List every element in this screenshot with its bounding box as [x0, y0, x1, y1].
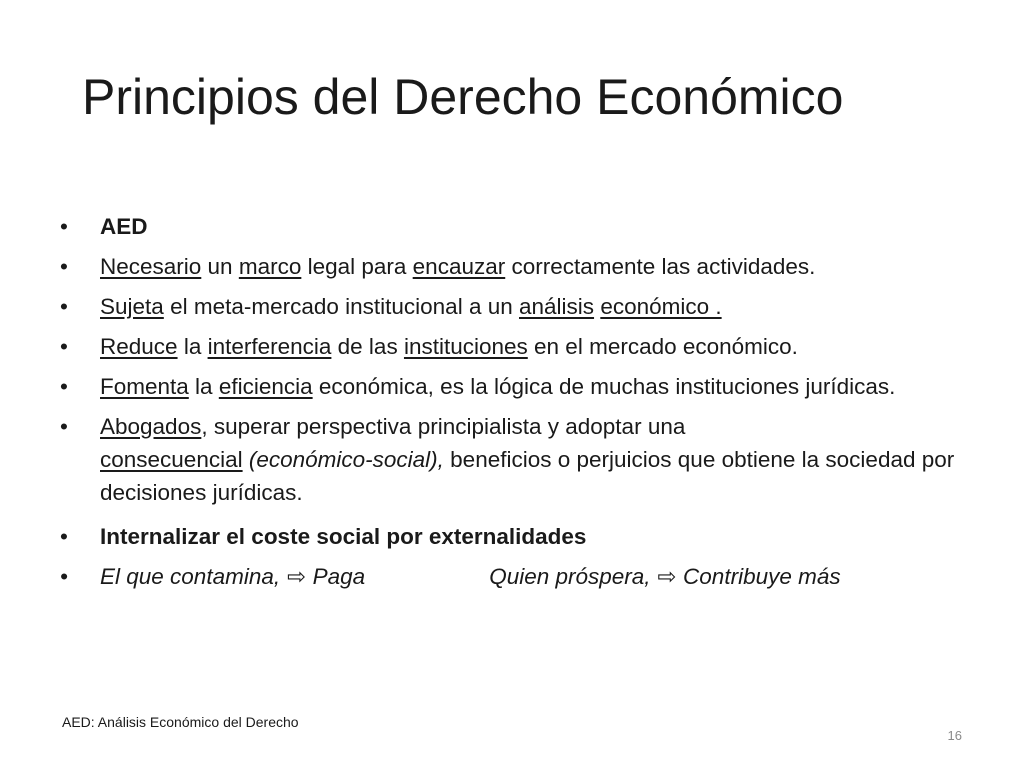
underlined-term: interferencia	[207, 334, 332, 359]
slide-title: Principios del Derecho Económico	[82, 69, 844, 125]
bullet-text: Internalizar el coste social por externalidades	[100, 524, 587, 549]
bullet-text: Paga	[306, 564, 366, 589]
bullet-text: la	[177, 334, 208, 359]
bullet-text: el meta-mercado institucional a un	[163, 294, 519, 319]
bullet-text: económica, es la lógica de muchas instituciones jurídicas.	[312, 374, 896, 399]
bullet-second-column	[489, 560, 840, 593]
bullet-text: un	[201, 254, 239, 279]
underlined-term: Abogados	[100, 414, 202, 439]
bullet-item-necesario	[60, 250, 970, 283]
bullet-item-reduce	[60, 330, 970, 363]
underlined-term: marco	[238, 254, 302, 279]
bullet-icon: •	[60, 254, 68, 279]
bullet-icon: •	[60, 524, 68, 549]
bullet-item-sujeta	[60, 290, 970, 323]
underlined-term: económico .	[600, 294, 722, 319]
bullet-list	[60, 210, 970, 600]
bullet-icon: •	[60, 374, 68, 399]
right-arrow-icon: ⇨	[286, 564, 306, 589]
bullet-text: la	[188, 374, 219, 399]
bullet-text: correctamente las actividades.	[505, 254, 816, 279]
page-number: 16	[947, 728, 962, 743]
bullet-item-fomenta	[60, 370, 970, 403]
underlined-term: Reduce	[100, 334, 178, 359]
bullet-icon: •	[60, 294, 68, 319]
italic-term: (económico-social),	[248, 447, 444, 472]
bullet-item-aed	[60, 210, 970, 243]
bullet-icon: •	[60, 564, 68, 589]
underlined-term: análisis	[519, 294, 595, 319]
bullet-icon: •	[60, 214, 68, 239]
bullet-item-internalizar	[60, 520, 970, 553]
right-arrow-icon: ⇨	[657, 564, 677, 589]
bullet-text: beneficios o perjuicios que obtiene la sociedad por decisiones jurídicas.	[100, 447, 955, 505]
underlined-term: instituciones	[403, 334, 528, 359]
bullet-text: , superar perspectiva principialista y adoptar una	[201, 414, 686, 439]
bullet-text: legal para	[301, 254, 413, 279]
bullet-text: de las	[331, 334, 404, 359]
underlined-term: consecuencial	[100, 447, 243, 472]
bullet-text: Quien próspera,	[489, 564, 657, 589]
underlined-term: Sujeta	[100, 294, 164, 319]
bullet-text: AED	[100, 214, 148, 239]
bullet-item-contamina	[60, 560, 970, 593]
bullet-item-abogados	[60, 410, 970, 509]
underlined-term: encauzar	[412, 254, 506, 279]
bullet-icon: •	[60, 334, 68, 359]
bullet-text: Contribuye más	[676, 564, 841, 589]
bullet-text: El que contamina,	[100, 564, 287, 589]
footnote: AED: Análisis Económico del Derecho	[62, 714, 299, 730]
bullet-text: en el mercado económico.	[527, 334, 798, 359]
bullet-icon: •	[60, 414, 68, 439]
underlined-term: Fomenta	[100, 374, 189, 399]
underlined-term: eficiencia	[218, 374, 313, 399]
underlined-term: Necesario	[100, 254, 202, 279]
